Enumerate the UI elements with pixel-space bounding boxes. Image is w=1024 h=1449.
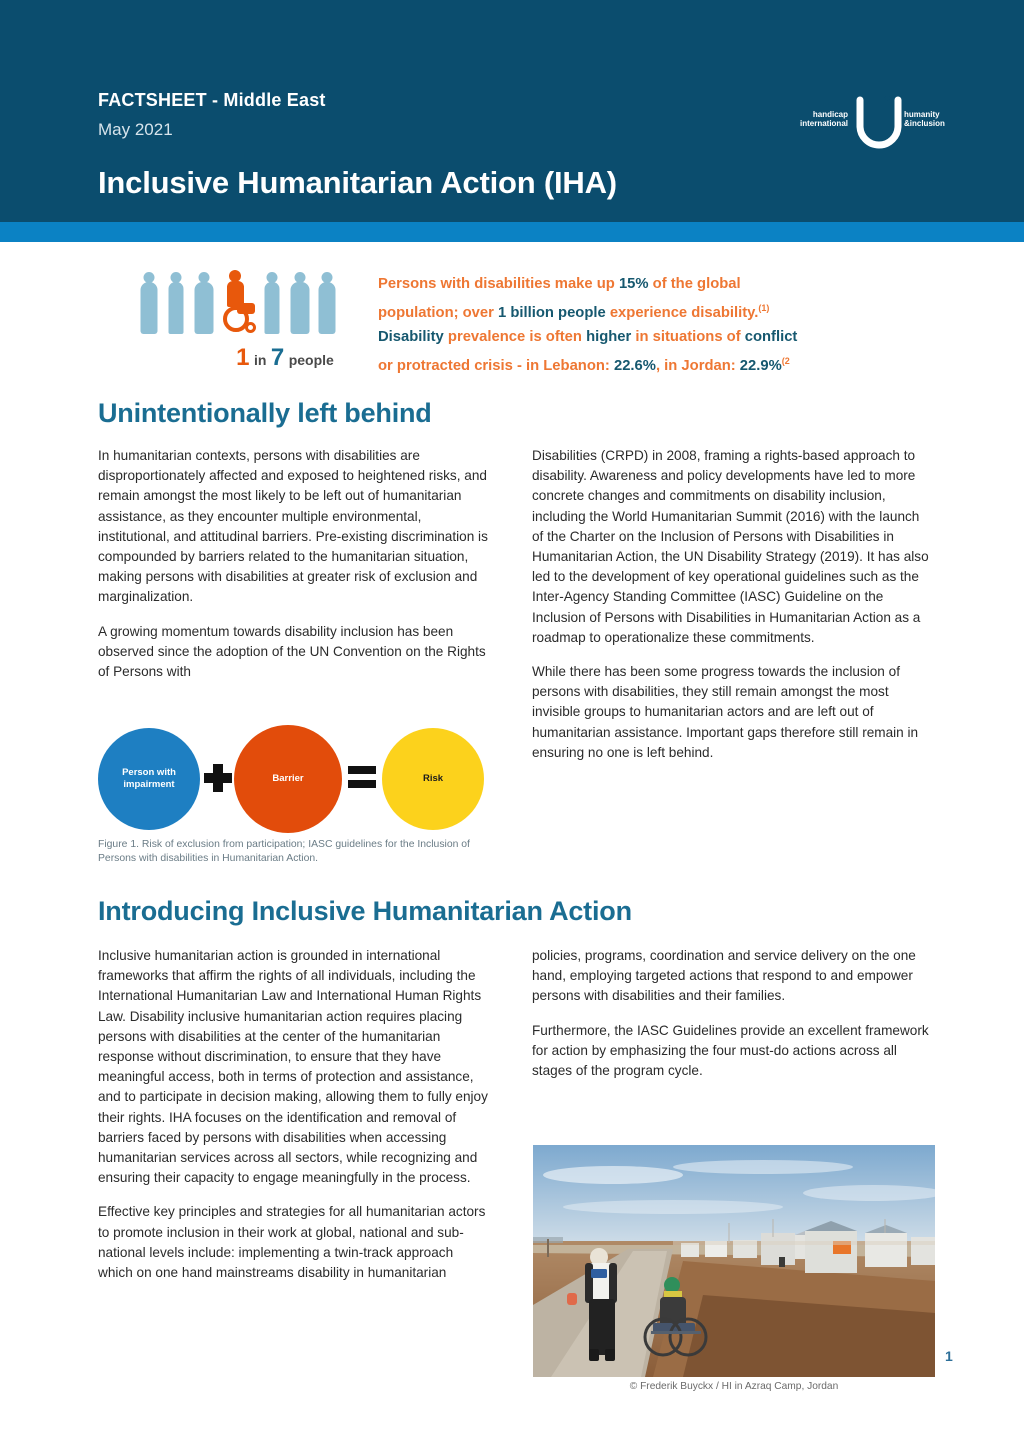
section1-right-paragraph-2: While there has been some progress towards the inclusion of persons with disabilities, they still remain amongst the most invisible groups to humanitarian actors and are left out of humanitarian assistance. Important gaps therefore still remain in ensuring no one is left behind. [532, 664, 919, 760]
logo-right-text [904, 110, 966, 128]
camp-photograph [533, 1145, 935, 1377]
logo-right-line1: humanity [904, 110, 940, 119]
people-ratio-graphic [138, 266, 338, 334]
page-number: 1 [945, 1348, 953, 1364]
stat-line2-a: population; over [378, 304, 499, 321]
logo-left-line2: international [799, 119, 848, 128]
section2-right-paragraph-1: policies, programs, coordination and service delivery on the one hand, employing targeted actions that respond to and empower persons with disabilities and their families. [532, 948, 916, 1004]
key-statistics-text [378, 272, 918, 378]
section2-right-column [532, 946, 934, 1095]
figure-1-diagram [98, 728, 498, 840]
logo-left-text [786, 110, 848, 128]
figure-circle-person-with-impairment [98, 728, 200, 830]
section1-right-column [532, 446, 930, 777]
page-title: Inclusive Humanitarian Action (IHA) [98, 165, 617, 200]
ratio-numerator: 1 [236, 344, 250, 371]
stat-line3-a: Disability [378, 328, 444, 345]
section1-left-paragraph-1: In humanitarian contexts, persons with disabilities are disproportionately affected and exposed to heightened risks, and remain amongst the most likely to be left out of humanitarian assistance, as they encounter multiple environmental, institutional, and attitudinal barriers. Pre-existing discrimination is compounded by barriers related to the humanitarian situation, making persons with disabilities at greater risk of exclusion and marginalization. [98, 448, 488, 605]
stat-ref-2: (2 [781, 355, 790, 366]
figure-circle-risk: Risk [382, 728, 484, 830]
section1-left-column [98, 446, 490, 696]
section2-left-column [98, 946, 490, 1297]
publication-date: May 2021 [98, 120, 173, 139]
stat-1-billion: 1 billion people [498, 304, 606, 321]
ratio-denominator: 7 [270, 344, 285, 371]
stat-line4-a: or protracted crisis - in Lebanon: [378, 357, 614, 374]
stat-lebanon-value: 22.6% [613, 357, 656, 374]
stat-line3-d: in situations of [631, 328, 745, 345]
wheelchair-person-icon [221, 270, 255, 334]
equals-operator-icon [348, 766, 376, 790]
figure-circle-barrier: Barrier [234, 725, 342, 833]
factsheet-label: FACTSHEET - Middle East [98, 90, 326, 110]
section-heading-introducing-iha: Introducing Inclusive Humanitarian Action [98, 896, 632, 926]
stat-line1-c: of the global [648, 276, 741, 292]
header-accent-stripe [0, 222, 1024, 242]
photo-credit-caption: © Frederik Buyckx / HI in Azraq Camp, Jordan [629, 1381, 839, 1392]
stat-15-percent: 15% [618, 276, 649, 292]
person-silhouette-icon [138, 272, 159, 334]
figure-circle1-line1: Person with [122, 767, 176, 778]
stat-jordan-value: 22.9% [739, 357, 782, 374]
logo-left-line1: handicap [812, 110, 848, 119]
section2-left-paragraph-2: Effective key principles and strategies for all humanitarian actors to promote inclusion in their work at global, national and sub-national levels include: implementing a twin-track approach which on one hand mainstreams disability in humanitarian [98, 1204, 486, 1281]
stat-line3-c: higher [586, 328, 632, 345]
stat-line3-e: conflict [744, 328, 798, 345]
figure-1-caption: Figure 1. Risk of exclusion from participation; IASC guidelines for the Inclusion of Persons with disabilities in Humanitarian Action. [98, 839, 470, 864]
stat-line2-c: experience disability. [605, 304, 759, 321]
person-silhouette-icon [193, 272, 214, 334]
stat-line4-c: , in Jordan: [655, 357, 740, 374]
stat-line3-b: prevalence is often [443, 328, 587, 345]
section2-right-paragraph-2: Furthermore, the IASC Guidelines provide an excellent framework for action by emphasizing the four must-do actions across all stages of the program cycle. [532, 1022, 929, 1079]
person-silhouette-icon [166, 272, 187, 334]
section-heading-unintentionally-left-behind: Unintentionally left behind [98, 398, 432, 428]
stat-line1-a: Persons with disabilities make up [378, 276, 619, 292]
section1-left-paragraph-2: A growing momentum towards disability inclusion has been observed since the adoption of the UN Convention on the Rights of Persons with [98, 623, 486, 680]
ratio-people-label: people [288, 352, 334, 368]
section1-right-paragraph-1: Disabilities (CRPD) in 2008, framing a rights-based approach to disability. Awareness and policy developments have led to more concrete changes and commitments on disability inclusion, including the World Humanitarian Summit (2016) with the launch of the Charter on the Inclusion of Persons with Disabilities in Humanitarian Action, the UN Disability Strategy (2019). It has also led to the development of key operational guidelines such as the Inter-Agency Standing Committee (IASC) Guideline on the Inclusion of Persons with Disabilities in Humanitarian Action as a roadmap to operationalize these commitments. [532, 448, 929, 645]
stat-ref-1: (1) [758, 303, 770, 313]
figure-circle1-line2: impairment [123, 779, 175, 790]
person-silhouette-icon [317, 272, 338, 334]
logo-right-line2: &inclusion [904, 119, 945, 128]
ratio-caption [180, 344, 390, 372]
section2-left-paragraph-1: Inclusive humanitarian action is grounded in international frameworks that affirm the rights of all individuals, including the International Humanitarian Law and International Human Rights Law. Disability inclusive humanitarian action requires placing persons with disabilities at the center of the humanitarian response without discrimination, to ensure that they have meaningful access, both in terms of protection and assistance, and to participate in decision making, allowing them to fully enjoy their rights. IHA focuses on the identification and removal of barriers faced by persons with disabilities when accessing humanitarian services across all sectors, while recognizing and ensuring their capacity to engage meaningfully in the process. [98, 948, 488, 1186]
hi-logo-mark-icon [852, 96, 906, 152]
plus-operator-icon [204, 764, 232, 792]
person-silhouette-icon [262, 272, 283, 334]
person-silhouette-icon [289, 272, 310, 334]
hi-logo [786, 96, 966, 152]
ratio-in-label: in [253, 352, 267, 368]
